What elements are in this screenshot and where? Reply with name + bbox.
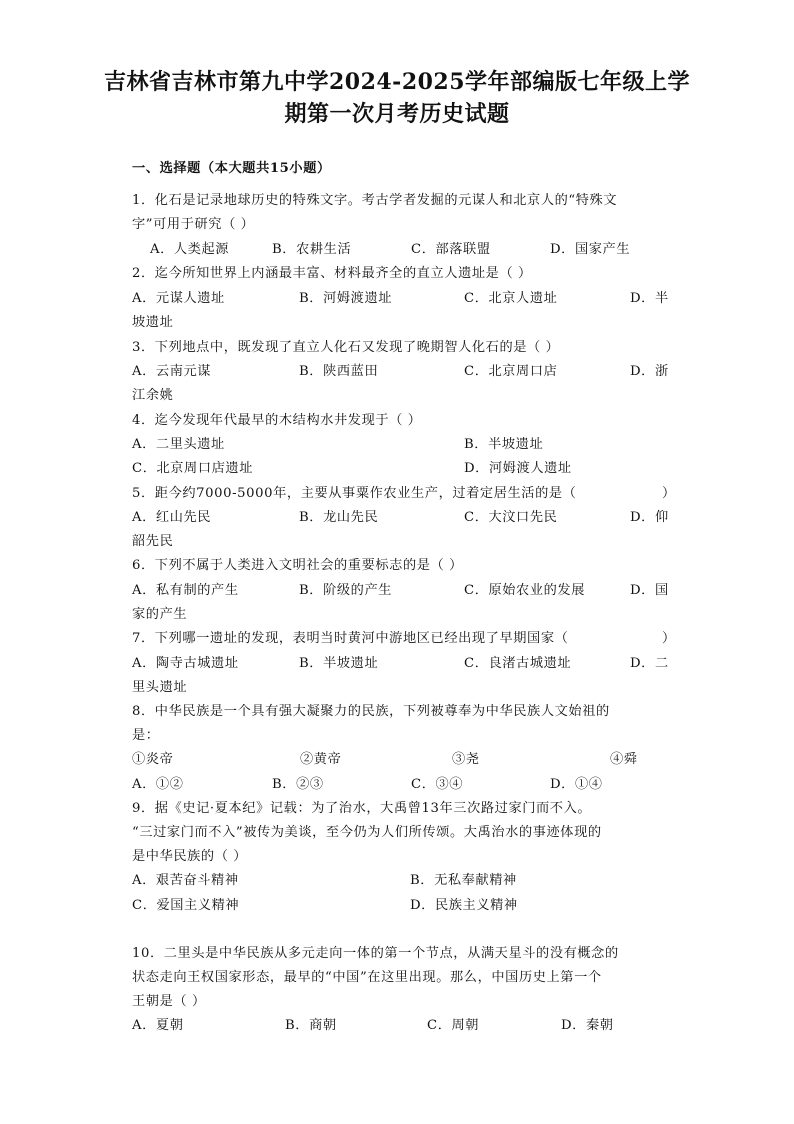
q5-options xyxy=(132,508,672,527)
section-heading: 一、选择题（本大题共15小题） xyxy=(132,161,331,176)
q4-option-b: B．半坡遗址 xyxy=(464,437,544,452)
q8-option-c: C．③④ xyxy=(411,777,464,792)
q1-option-d: D．国家产生 xyxy=(550,242,631,257)
q5-option-c: C．大汶口先民 xyxy=(464,510,558,525)
q5-stem-text: 5．距今约7000-5000年，主要从事粟作农业生产，过着定居生活的是（ xyxy=(132,486,577,501)
q10-stem-line-1: 10．二里头是中华民族从多元走向一体的第一个节点，从满天星斗的没有概念的 xyxy=(132,946,619,961)
q9-stem-line-1: 9．据《史记·夏本纪》记载：为了治水，大禹曾13年三次路过家门而不入。 xyxy=(132,801,592,816)
q2-stem: 2．迄今所知世界上内涵最丰富、材料最齐全的直立人遗址是（ ） xyxy=(132,266,532,281)
q7-option-d: D．二 xyxy=(630,656,669,671)
q6-options xyxy=(132,581,672,600)
q6-option-a: A．私有制的产生 xyxy=(132,583,239,598)
q10-stem-line-3: 王朝是（ ） xyxy=(132,994,206,1009)
exam-title-line-1: 吉林省吉林市第九中学2024-2025学年部编版七年级上学 xyxy=(103,69,691,95)
q3-option-a: A．云南元谋 xyxy=(132,364,212,379)
q7-stem xyxy=(132,629,676,648)
q5-option-a: A．红山先民 xyxy=(132,510,212,525)
q9-options-row-1 xyxy=(132,871,672,890)
q7-option-c: C．良渚古城遗址 xyxy=(464,656,572,671)
q6-option-c: C．原始农业的发展 xyxy=(464,583,585,598)
q7-option-a: A．陶寺古城遗址 xyxy=(132,656,239,671)
q8-option-d: D．①④ xyxy=(550,777,603,792)
q1-stem-line-1: 1．化石是记录地球历史的特殊文字。考古学者发掘的元谋人和北京人的“特殊文 xyxy=(132,193,618,208)
q2-option-b: B．河姆渡遗址 xyxy=(299,291,393,306)
exam-title-line-2: 期第一次月考历史试题 xyxy=(284,101,510,127)
q9-option-d: D．民族主义精神 xyxy=(410,898,518,913)
q2-option-a: A．元谋人遗址 xyxy=(132,291,225,306)
q7-option-d-cont: 里头遗址 xyxy=(132,680,188,695)
q3-option-b: B．陕西蓝田 xyxy=(299,364,379,379)
q4-options-row-2 xyxy=(132,459,672,478)
q5-option-b: B．龙山先民 xyxy=(299,510,379,525)
q1-option-c: C．部落联盟 xyxy=(411,242,491,257)
q8-items xyxy=(132,750,672,769)
q10-stem-line-2: 状态走向王权国家形态，最早的“中国”在这里出现。那么，中国历史上第一个 xyxy=(132,970,602,985)
q4-option-a: A．二里头遗址 xyxy=(132,437,225,452)
q8-item-4: ④舜 xyxy=(610,752,638,767)
q2-option-d: D．半 xyxy=(630,291,669,306)
q4-stem: 4．迄今发现年代最早的木结构水井发现于（ ） xyxy=(132,413,422,428)
q5-option-d-cont: 韶先民 xyxy=(132,534,174,549)
q9-stem-line-3: 是中华民族的（ ） xyxy=(132,849,248,864)
q10-option-c: C．周朝 xyxy=(427,1018,480,1033)
q6-option-d-cont: 家的产生 xyxy=(132,607,188,622)
q1-options xyxy=(132,240,672,259)
q7-option-b: B．半坡遗址 xyxy=(299,656,379,671)
q6-stem: 6．下列不属于人类进入文明社会的重要标志的是（ ） xyxy=(132,558,463,573)
q6-option-b: B．阶级的产生 xyxy=(299,583,393,598)
q9-option-c: C．爱国主义精神 xyxy=(132,898,240,913)
q3-option-d-cont: 江余姚 xyxy=(132,388,174,403)
q10-option-a: A．夏朝 xyxy=(132,1018,184,1033)
q2-option-d-cont: 坡遗址 xyxy=(132,315,174,330)
q5-stem-end: ） xyxy=(662,486,676,501)
q9-options-row-2 xyxy=(132,896,672,915)
q8-item-1: ①炎帝 xyxy=(132,752,174,767)
q9-option-b: B．无私奉献精神 xyxy=(410,873,517,888)
q3-options xyxy=(132,362,672,381)
q8-stem-line-1: 8．中华民族是一个具有强大凝聚力的民族，下列被尊奉为中华民族人文始祖的 xyxy=(132,704,610,719)
q3-stem: 3．下列地点中，既发现了直立人化石又发现了晚期智人化石的是（ ） xyxy=(132,340,560,355)
q8-stem-line-2: 是： xyxy=(132,728,160,743)
q7-options xyxy=(132,654,672,673)
q9-stem-line-2: “三过家门而不入”被传为美谈，至今仍为人们所传颂。大禹治水的事迹体现的 xyxy=(132,825,602,840)
q3-option-c: C．北京周口店 xyxy=(464,364,558,379)
q1-option-b: B．农耕生活 xyxy=(272,242,352,257)
q4-option-d: D．河姆渡人遗址 xyxy=(464,461,572,476)
q8-item-2: ②黄帝 xyxy=(300,752,342,767)
q4-options-row-1 xyxy=(132,435,672,454)
q4-option-c: C．北京周口店遗址 xyxy=(132,461,253,476)
q5-option-d: D．仰 xyxy=(630,510,669,525)
q1-option-a: A．人类起源 xyxy=(150,242,230,257)
q3-option-d: D．浙 xyxy=(630,364,669,379)
q6-option-d: D．国 xyxy=(630,583,669,598)
q2-options xyxy=(132,289,672,308)
q7-stem-end: ） xyxy=(662,631,676,646)
q8-option-b: B．②③ xyxy=(272,777,324,792)
q10-option-d: D．秦朝 xyxy=(561,1018,614,1033)
q5-stem xyxy=(132,484,676,503)
q8-item-3: ③尧 xyxy=(452,752,480,767)
q10-option-b: B．商朝 xyxy=(285,1018,337,1033)
q10-options xyxy=(132,1016,672,1035)
q9-option-a: A．艰苦奋斗精神 xyxy=(132,873,239,888)
q8-options xyxy=(132,775,672,794)
q1-stem-line-2: 字”可用于研究（ ） xyxy=(132,217,255,232)
q7-stem-text: 7．下列哪一遗址的发现，表明当时黄河中游地区已经出现了早期国家（ xyxy=(132,631,569,646)
q8-option-a: A．①② xyxy=(132,777,184,792)
q2-option-c: C．北京人遗址 xyxy=(464,291,558,306)
